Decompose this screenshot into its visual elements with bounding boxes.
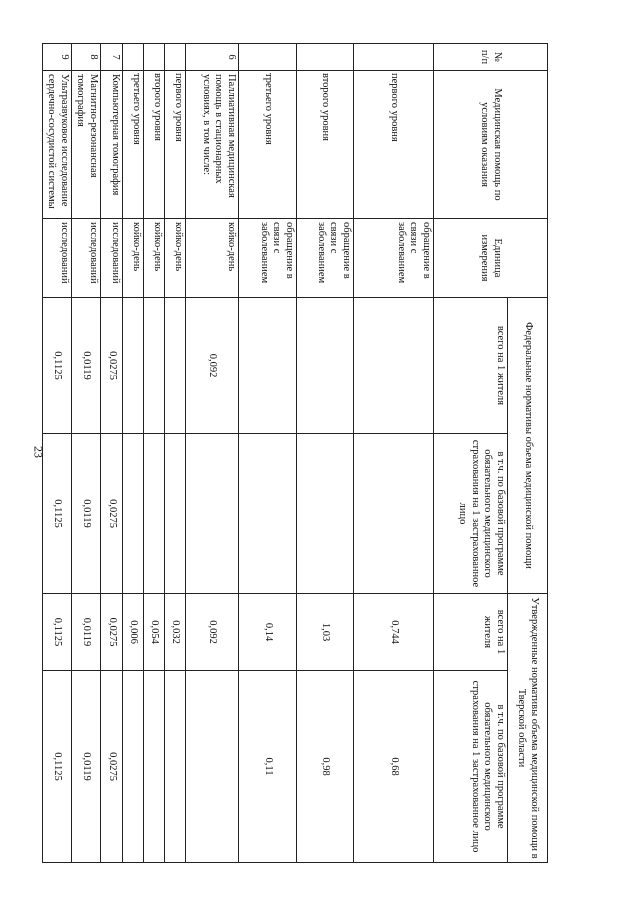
table-area bbox=[46, 43, 548, 862]
header-federal-per-resident: всего на 1 жителя bbox=[434, 298, 508, 434]
header-num: № п/п bbox=[434, 44, 548, 71]
header-federal-norms: Федеральные нормативы объема медицинской помощи bbox=[508, 298, 548, 594]
table-row: 6 Паллиативная медицинская помощь в стационарных условиях, в том числе: койко-день 0,092 0,092 bbox=[186, 44, 239, 863]
table-row: первого уровня обращение в связи с заболеванием 0,744 0,68 bbox=[354, 44, 434, 863]
table-row: второго уровня обращение в связи с заболеванием 1,03 0,98 bbox=[297, 44, 354, 863]
table-row: 7 Компьютерная томография исследований 0,0275 0,0275 0,0275 0,0275 bbox=[101, 44, 123, 863]
header-unit: Единица измерения bbox=[434, 219, 548, 298]
header-care-conditions: Медицинская помощь по условиям оказания bbox=[434, 71, 548, 219]
header-regional-per-insured: в т.ч. по базовой программе обязательного медицинского страхования на 1 застрахованное лицо bbox=[434, 671, 508, 863]
table-row: третьего уровня койко-день 0,006 bbox=[123, 44, 144, 863]
table-row: первого уровня койко-день 0,032 bbox=[165, 44, 186, 863]
header-regional-per-resident: всего на 1 жителя bbox=[434, 594, 508, 671]
header-regional-norms: Утвержденные нормативы объема медицинской помощи в Тверской области bbox=[508, 594, 548, 863]
table-row: третьего уровня обращение в связи с заболеванием 0,14 0,11 bbox=[239, 44, 297, 863]
header-federal-per-insured: в т.ч. по базовой программе обязательного медицинского страхования на 1 застрахованное лицо bbox=[434, 434, 508, 594]
table-row: второго уровня койко-день 0,054 bbox=[144, 44, 165, 863]
rotated-table-container bbox=[46, 43, 548, 862]
volume-norms-table bbox=[42, 43, 548, 863]
page-number: 23 bbox=[31, 446, 46, 458]
table-row: 9 Ультразвуковое исследование сердечно-сосудистой системы исследований 0,1125 0,1125 0,1125 0,1125 bbox=[43, 44, 72, 863]
table-row: 8 Магнитно-резонансная томография исследований 0,0119 0,0119 0,0119 0,0119 bbox=[72, 44, 101, 863]
